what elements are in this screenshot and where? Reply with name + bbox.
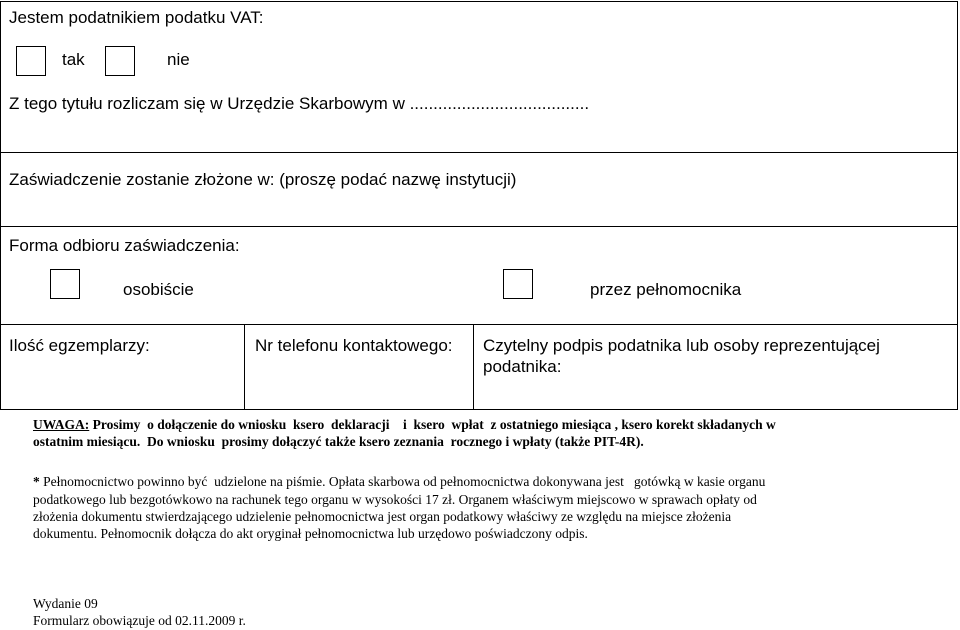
- vat-yes-label: tak: [62, 50, 85, 69]
- pickup-label: Forma odbioru zaświadczenia:: [9, 236, 240, 255]
- proxy-note-star: *: [33, 474, 40, 489]
- divider-pickup: [0, 324, 958, 325]
- notice-line1: [33, 416, 776, 434]
- copies-label: Ilość egzemplarzy:: [9, 336, 150, 355]
- footer-edition: Wydanie 09: [33, 596, 98, 611]
- vat-no-label: nie: [167, 50, 190, 69]
- form-left-border: [0, 1, 1, 410]
- form-top-border: [0, 1, 958, 2]
- vat-question: Jestem podatnikiem podatku VAT:: [9, 8, 264, 27]
- vat-yes-checkbox[interactable]: [16, 46, 46, 76]
- tax-office-line: Z tego tytułu rozliczam się w Urzędzie Skarbowym w ......................................: [9, 94, 590, 113]
- notice-text-1: Prosimy o dołączenie do wniosku ksero deklaracji i ksero wpłat z ostatniego miesiąca , ksero korekt składanych w: [92, 417, 776, 432]
- pickup-proxy-checkbox[interactable]: [503, 269, 533, 299]
- proxy-note-text-1: Pełnomocnictwo powinno być udzielone na piśmie. Opłata skarbowa od pełnomocnictwa dokonywana jest gotówką w kasie organu: [43, 474, 766, 489]
- vat-no-checkbox[interactable]: [105, 46, 135, 76]
- proxy-note-line1: [33, 473, 765, 491]
- proxy-note-line3: złożenia dokumentu stwierdzającego udzielenie pełnomocnictwa jest organ podatkowy właściwy ze względu na miejsce złożenia: [33, 509, 732, 524]
- col-divider-1: [244, 324, 245, 409]
- phone-label: Nr telefonu kontaktowego:: [255, 336, 453, 355]
- signature-label-line2: podatnika:: [483, 357, 562, 376]
- institution-label: Zaświadczenie zostanie złożone w: (proszę podać nazwę instytucji): [9, 170, 517, 189]
- proxy-note-line2: podatkowego lub bezgotówkowo na rachunek tego organu w wysokości 17 zł. Organem właściwym miejscowo w sprawach opłaty od: [33, 492, 757, 507]
- pickup-personal-label: osobiście: [123, 280, 194, 299]
- divider-institution: [0, 226, 958, 227]
- col-divider-2: [473, 324, 474, 409]
- notice-line2: ostatnim miesiącu. Do wniosku prosimy dołączyć także ksero zeznania rocznego i wpłaty (także PIT-4R).: [33, 434, 644, 449]
- form-bottom-border: [0, 409, 958, 410]
- proxy-note-line4: dokumentu. Pełnomocnik dołącza do akt oryginał pełnomocnictwa lub urzędowo poświadczony odpis.: [33, 526, 588, 541]
- pickup-proxy-label: przez pełnomocnika: [590, 280, 742, 299]
- pickup-personal-checkbox[interactable]: [50, 269, 80, 299]
- form-right-border: [957, 1, 958, 410]
- footer-valid-from: Formularz obowiązuje od 02.11.2009 r.: [33, 613, 246, 628]
- notice-uwaga: UWAGA:: [33, 417, 90, 432]
- divider-vat: [0, 152, 958, 153]
- signature-label-line1: Czytelny podpis podatnika lub osoby reprezentującej: [483, 336, 880, 355]
